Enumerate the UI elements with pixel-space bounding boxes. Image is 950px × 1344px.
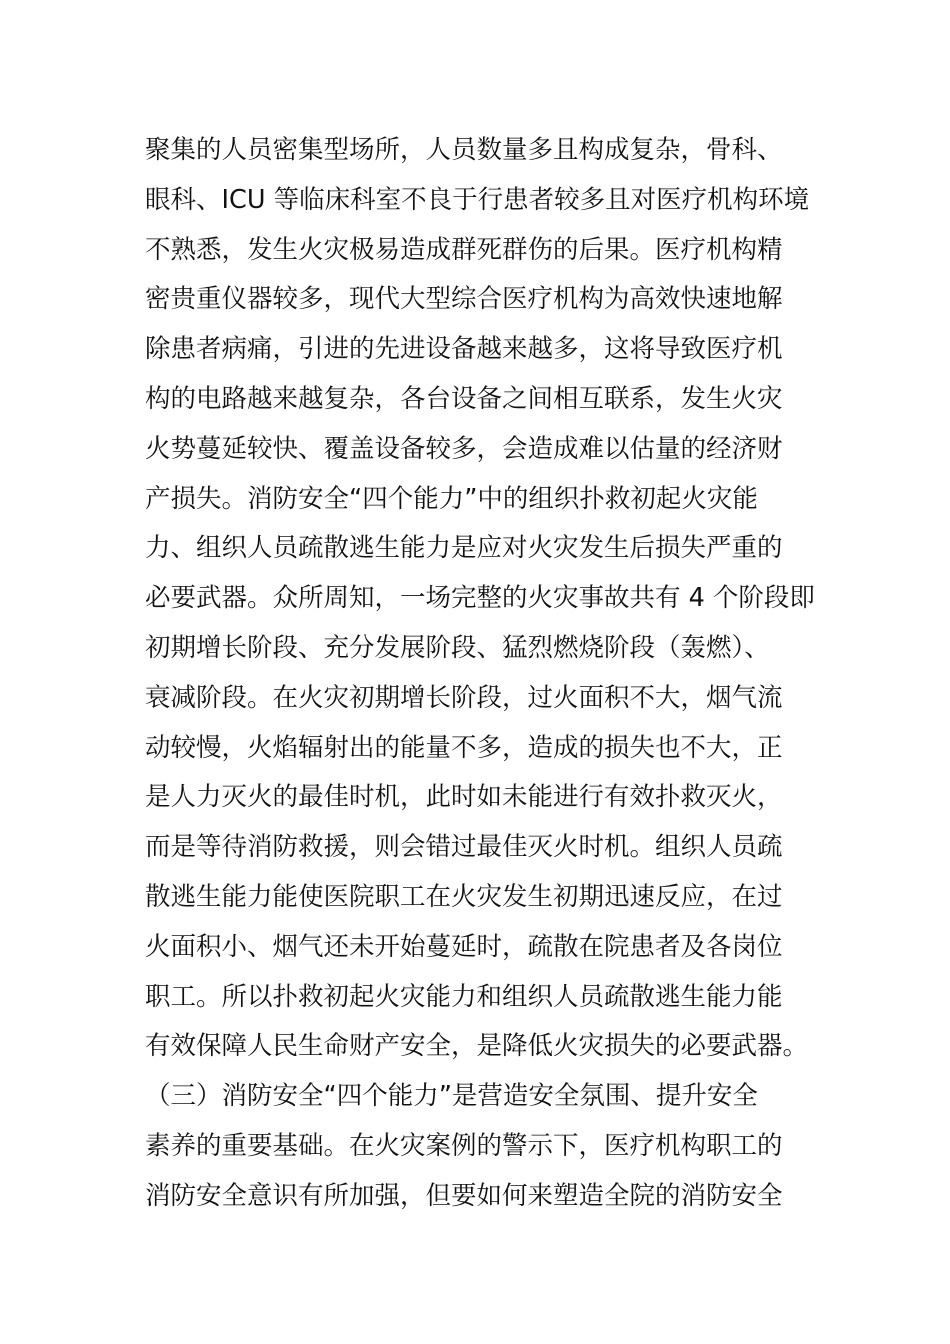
text-line: 火面积小、烟气还未开始蔓延时，疏散在院患者及各岗位 <box>145 931 783 962</box>
section-heading-line: （三）消防安全“四个能力”是营造安全氛围、提升安全 <box>145 1081 758 1112</box>
text-line: 眼科、ICU 等临床科室不良于行患者较多且对医疗机构环境 <box>145 184 810 215</box>
text-line: 而是等待消防救援，则会错过最佳灭火时机。组织人员疏 <box>145 832 783 863</box>
text-line: 消防安全意识有所加强，但要如何来塑造全院的消防安全 <box>145 1180 783 1211</box>
text-line: 火势蔓延较快、覆盖设备较多，会造成难以估量的经济财 <box>145 433 783 464</box>
text-line: 初期增长阶段、充分发展阶段、猛烈燃烧阶段（轰燃）、 <box>145 632 770 663</box>
text-line: 密贵重仪器较多，现代大型综合医疗机构为高效快速地解 <box>145 284 783 315</box>
text-line: 除患者病痛，引进的先进设备越来越多，这将导致医疗机 <box>145 334 783 365</box>
text-line: 素养的重要基础。在火灾案例的警示下，医疗机构职工的 <box>145 1130 783 1161</box>
text-line: 构的电路越来越复杂，各台设备之间相互联系，发生火灾 <box>145 383 783 414</box>
text-line: 有效保障人民生命财产安全，是降低火灾损失的必要武器。 <box>145 1031 809 1062</box>
text-line: 动较慢，火焰辐射出的能量不多，造成的损失也不大，正 <box>145 732 783 763</box>
text-line: 力、组织人员疏散逃生能力是应对火灾发生后损失严重的 <box>145 533 783 564</box>
text-line: 产损失。消防安全“四个能力”中的组织扑救初起火灾能 <box>145 483 758 514</box>
text-line: 必要武器。众所周知，一场完整的火灾事故共有 4 个阶段即 <box>145 583 815 614</box>
text-line: 职工。所以扑救初起火灾能力和组织人员疏散逃生能力能 <box>145 981 783 1012</box>
text-line: 不熟悉，发生火灾极易造成群死群伤的后果。医疗机构精 <box>145 234 783 265</box>
text-line: 衰减阶段。在火灾初期增长阶段，过火面积不大，烟气流 <box>145 682 783 713</box>
body-text <box>145 126 815 1222</box>
text-line: 是人力灭火的最佳时机，此时如未能进行有效扑救灭火， <box>145 782 783 813</box>
text-line: 聚集的人员密集型场所，人员数量多且构成复杂，骨科、 <box>145 135 783 165</box>
text-line: 散逃生能力能使医院职工在火灾发生初期迅速反应，在过 <box>145 881 783 912</box>
